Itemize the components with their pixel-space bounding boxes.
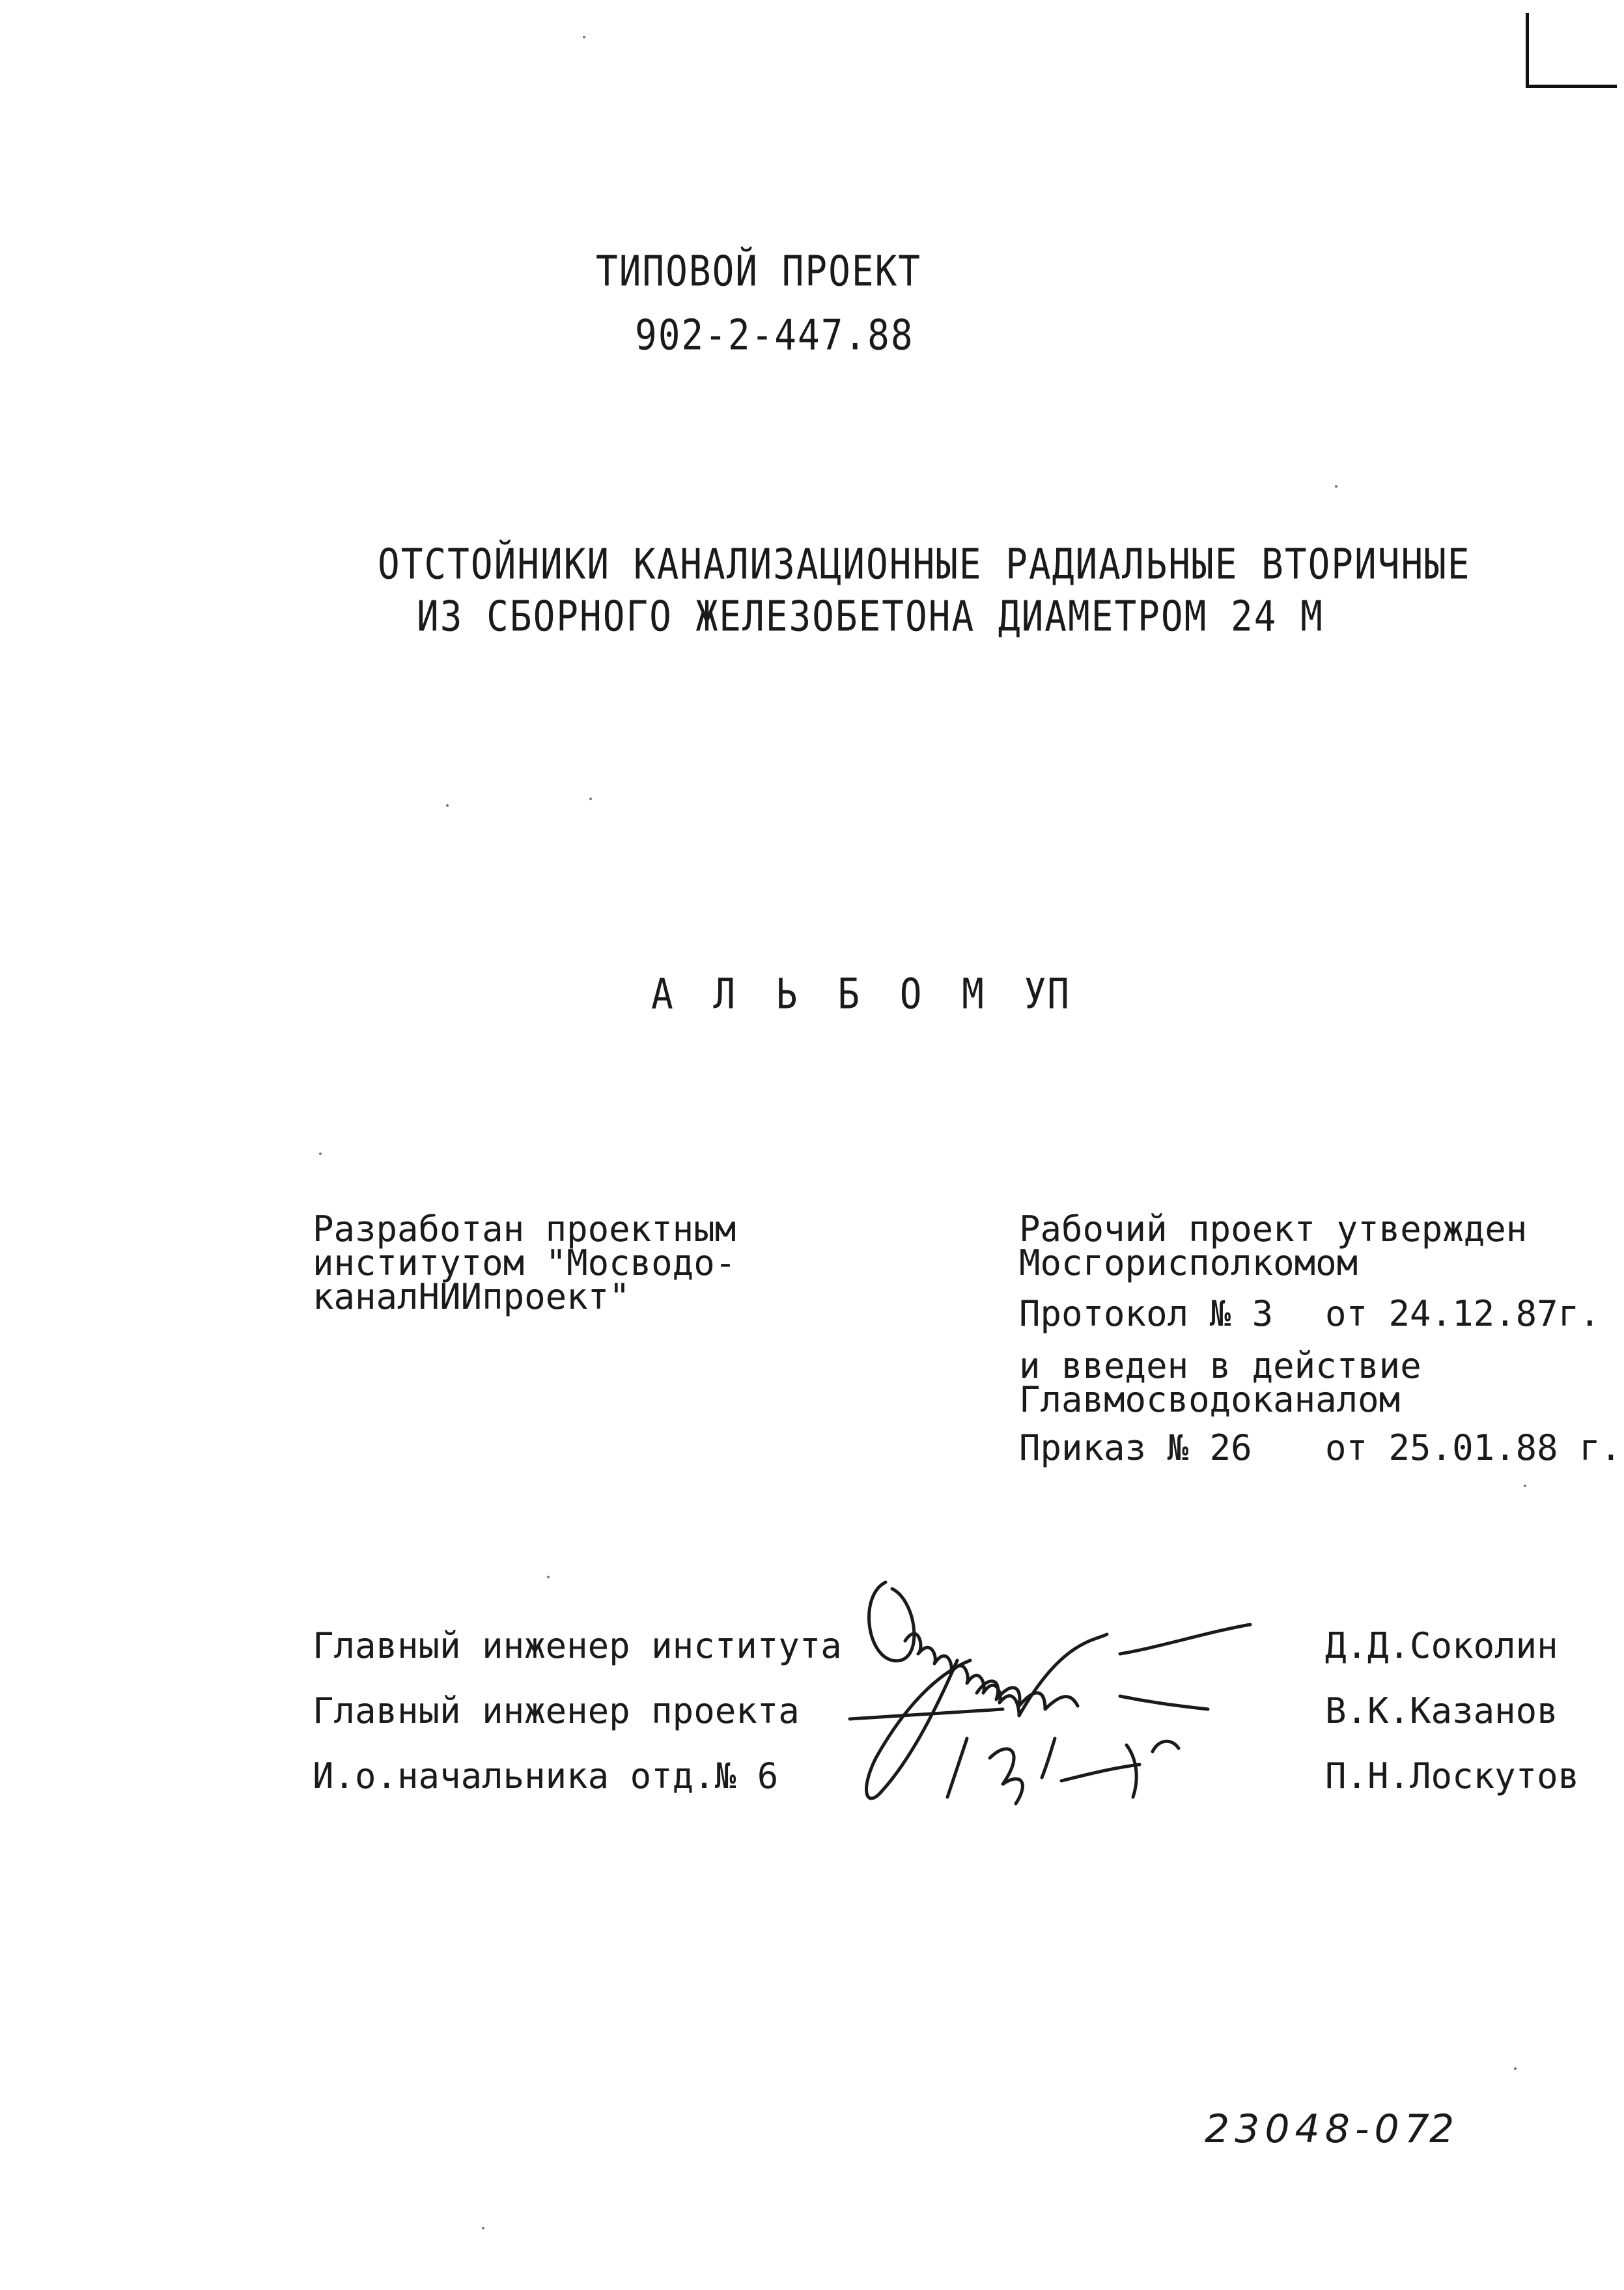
title-line-1: ОТСТОЙНИКИ КАНАЛИЗАЦИОННЫЕ РАДИАЛЬНЫЕ ВТОРИЧНЫЕ [378, 540, 1471, 589]
scan-speck [1514, 2067, 1517, 2070]
scan-speck [482, 2227, 484, 2229]
scan-speck [589, 798, 592, 800]
corner-mark-horizontal [1526, 85, 1617, 88]
signature-3 [947, 1738, 1179, 1804]
developer-line-2: институтом "Мосводо- [313, 1242, 736, 1283]
signature-2 [850, 1660, 1208, 1798]
signatory-role-2: Главный инженер проекта [313, 1690, 800, 1731]
scan-speck [446, 804, 449, 807]
album-label: А Л Ь Б О М УП [651, 970, 1071, 1019]
footer-number: 23048-07 [1205, 2106, 1435, 2152]
approval-line-1: Рабочий проект утвержден [1019, 1208, 1528, 1250]
scan-speck [547, 1576, 550, 1578]
order-date: от 25.01.88 г. [1325, 1427, 1622, 1468]
approval-line-4: Главмосводоканалом [1019, 1379, 1401, 1420]
scan-speck [583, 36, 585, 38]
order-label: Приказ № 26 [1019, 1427, 1252, 1468]
signatory-role-3: И.о.начальника отд.№ 6 [313, 1755, 779, 1796]
corner-mark [1526, 13, 1529, 88]
protocol-label: Протокол № 3 [1019, 1293, 1274, 1334]
header-line-1: ТИПОВОЙ ПРОЕКТ [596, 247, 922, 296]
developer-line-3: каналНИИпроект" [313, 1276, 630, 1317]
signatory-name-2: В.К.Казанов [1325, 1690, 1558, 1731]
project-number: 902-2-447.88 [635, 311, 914, 360]
signatory-name-1: Д.Д.Соколин [1325, 1625, 1558, 1666]
signatory-name-3: П.Н.Лоскутов [1325, 1755, 1580, 1796]
scan-speck [319, 1152, 322, 1155]
approval-line-3: и введен в действие [1019, 1345, 1421, 1386]
title-line-2: ИЗ СБОРНОГО ЖЕЛЕЗОБЕТОНА ДИАМЕТРОМ 24 М [417, 593, 1324, 641]
scan-speck [1335, 485, 1337, 488]
signatory-role-1: Главный инженер института [313, 1625, 842, 1666]
developer-line-1: Разработан проектным [313, 1208, 736, 1250]
page-number: 2 [1429, 2106, 1460, 2152]
protocol-date: от 24.12.87г. [1325, 1293, 1601, 1334]
approval-line-2: Мосгорисполкомом [1019, 1242, 1358, 1283]
signature-1 [869, 1582, 1250, 1716]
handwritten-signatures [847, 1563, 1276, 1823]
scan-speck [1524, 1485, 1526, 1487]
